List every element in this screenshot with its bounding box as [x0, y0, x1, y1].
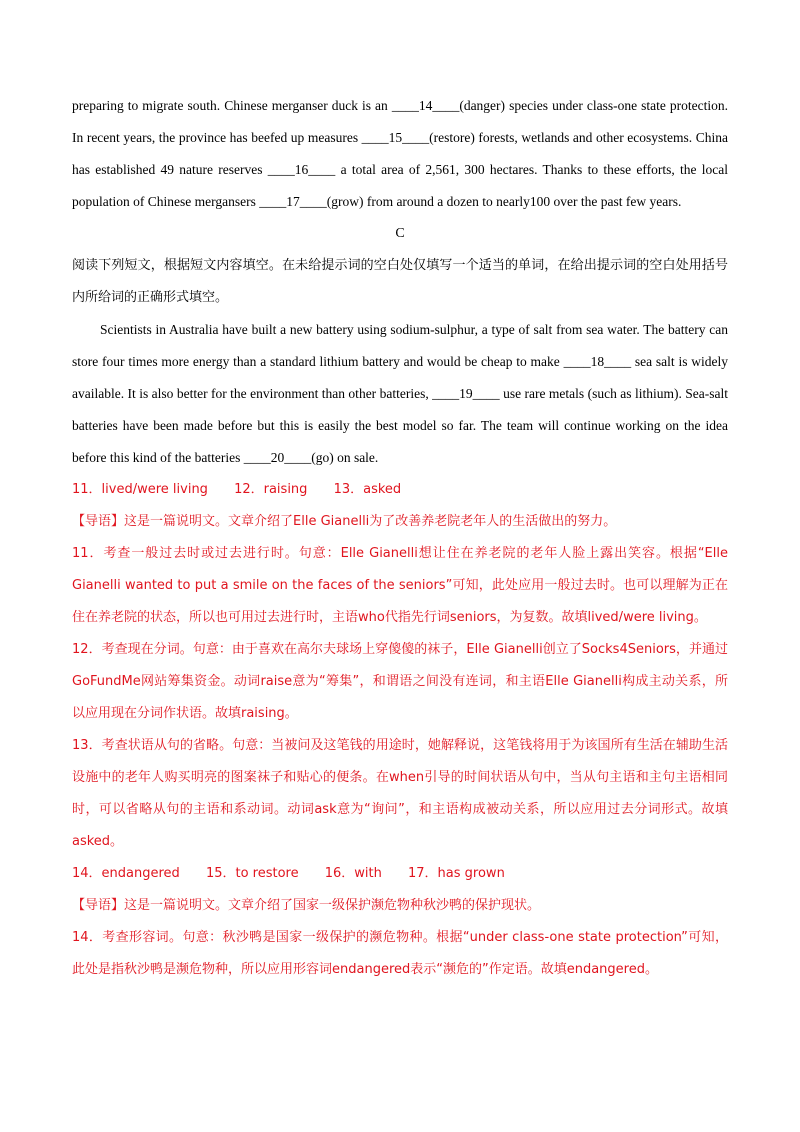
guide-a: 【导语】这是一篇说明文。文章介绍了Elle Gianelli为了改善养老院老年人的生活做出的努力。 — [72, 514, 617, 529]
explanation-14: 14．考查形容词。句意：秋沙鸭是国家一级保护的濒危物种。根据“under class-one state protection”可知，此处是指秋沙鸭是濒危物种，所以应用形容词endangered表示“濒危的”作定语。故填endangered。 — [72, 930, 728, 977]
answer-15: 15．to restore — [205, 866, 299, 881]
answer-14: 14．endangered — [72, 866, 180, 881]
section-c-passage: Scientists in Australia have built a new battery using sodium-sulphur, a type of salt from sea water. The battery can store four times more energy than a standard lithium battery and would be cheap to make ____18____ sea salt is widely available. It is also better for the environment than other batteries, ____19____ use rare metals (such as lithium). Sea-salt batteries have been made before but this is easily the best model so far. The team will continue working on the idea before this kind of the batteries ____20____(go) on sale. — [72, 322, 728, 465]
answer-12: 12．raising — [234, 482, 308, 497]
guide-b: 【导语】这是一篇说明文。文章介绍了国家一级保护濒危物种秋沙鸭的保护现状。 — [72, 898, 541, 913]
answer-key-14-17 — [72, 858, 728, 890]
answer-16: 16．with — [324, 866, 382, 881]
section-c-label: C — [395, 226, 405, 241]
passage-b-paragraph: preparing to migrate south. Chinese merganser duck is an ____14____(danger) species under class-one state protection. In recent years, the province has beefed up measures ____15____(restore) forests, wetlands and other ecosystems. China has established 49 nature reserves ____16____ a total area of 2,561, 300 hectares. Thanks to these efforts, the local population of Chinese mergansers ____17____(grow) from around a dozen to nearly100 over the past few years. — [72, 98, 728, 209]
explanation-11: 11．考查一般过去时或过去进行时。句意：Elle Gianelli想让住在养老院的老年人脸上露出笑容。根据“Elle Gianelli wanted to put a smile on the faces of the seniors”可知，此处应用一般过去时。也可以理解为正在住在养老院的状态，所以也可用过去进行时，主语who代指先行词seniors，为复数。故填lived/were living。 — [72, 546, 728, 625]
section-c-instruction: 阅读下列短文，根据短文内容填空。在未给提示词的空白处仅填写一个适当的单词，在给出提示词的空白处用括号内所给词的正确形式填空。 — [72, 258, 728, 305]
explanation-12: 12．考查现在分词。句意：由于喜欢在高尔夫球场上穿傻傻的袜子，Elle Gianelli创立了Socks4Seniors，并通过GoFundMe网站筹集资金。动词raise意为“筹集”，和谓语之间没有连词，和主语Elle Gianelli构成主动关系，所以应用现在分词作状语。故填raising。 — [72, 642, 728, 721]
answer-key-11-13 — [72, 474, 728, 506]
answer-13: 13．asked — [333, 482, 402, 497]
answer-17: 17．has grown — [408, 866, 505, 881]
explanation-13: 13．考查状语从句的省略。句意：当被问及这笔钱的用途时，她解释说，这笔钱将用于为该国所有生活在辅助生活设施中的老年人购买明亮的图案袜子和贴心的便条。在when引导的时间状语从句中，当从句主语和主句主语相同时，可以省略从句的主语和系动词。动词ask意为“询问”，和主语构成被动关系，所以应用过去分词形式。故填asked。 — [72, 738, 728, 849]
answer-11: 11．lived/were living — [72, 482, 208, 497]
